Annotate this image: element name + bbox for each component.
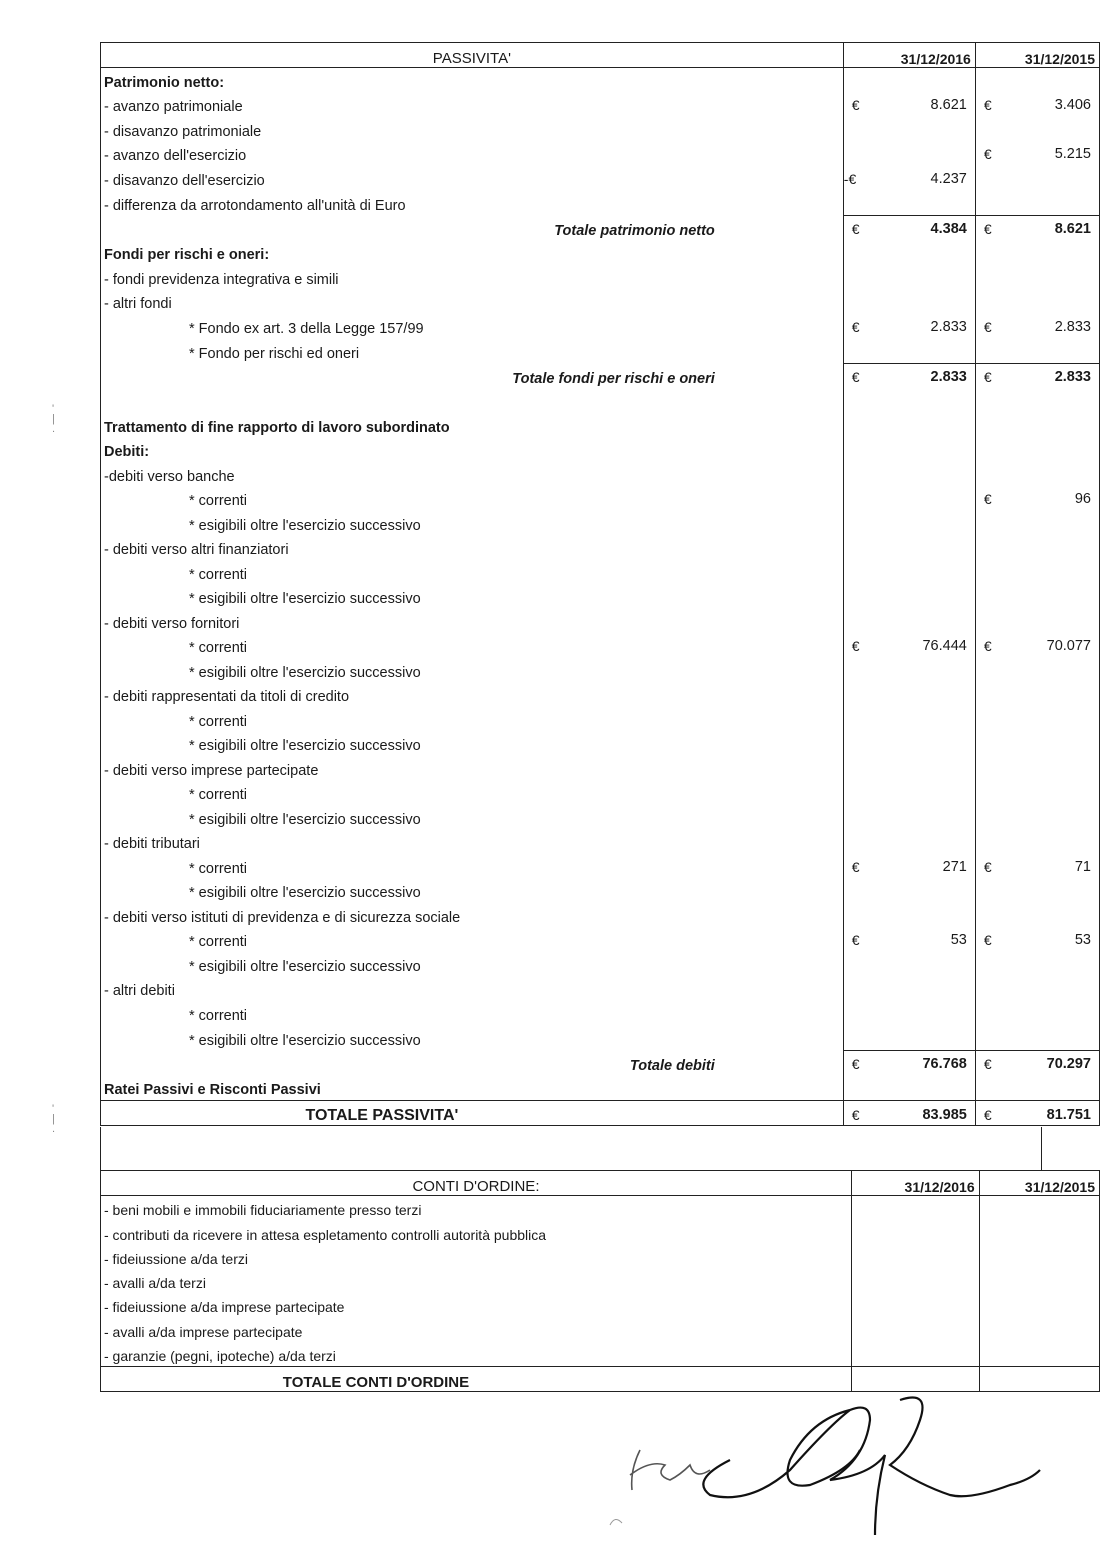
- handwritten-signature: [600, 1380, 1060, 1550]
- amount-2016: [843, 511, 975, 536]
- amount-2015: [975, 511, 1099, 536]
- amount-2015: [979, 1245, 1099, 1269]
- amount-2016: [843, 1026, 975, 1051]
- euro-sign: €: [983, 1107, 992, 1123]
- passivita-row: [101, 487, 1100, 512]
- passivita-row: [101, 609, 1100, 634]
- amount-2015: [975, 93, 1099, 118]
- amount-2015: [975, 487, 1099, 512]
- row-label: - altri debiti: [104, 983, 175, 999]
- amount-2015: [979, 1317, 1099, 1341]
- row-label: - beni mobili e immobili fiduciariamente presso terzi: [104, 1202, 422, 1219]
- amount-2016: [851, 1293, 979, 1317]
- amount-2016: [843, 166, 975, 191]
- row-label: - debiti verso altri finanziatori: [104, 542, 289, 558]
- euro-sign: €: [983, 1055, 992, 1072]
- amount-value: 76.444: [922, 638, 967, 654]
- amount-2016: [843, 364, 975, 389]
- amount-2015: [975, 609, 1099, 634]
- row-label: - disavanzo dell'esercizio: [104, 172, 265, 189]
- passivita-row: [101, 117, 1100, 142]
- amount-2015: [975, 805, 1099, 830]
- passivita-row: [101, 1026, 1100, 1051]
- amount-2016: [843, 93, 975, 118]
- conti-ordine-row: [101, 1220, 1100, 1244]
- passivita-row: [101, 1076, 1100, 1101]
- passivita-row: [101, 191, 1100, 216]
- amount-2015: [975, 339, 1099, 364]
- passivita-row: [101, 854, 1100, 879]
- passivita-title: PASSIVITA': [101, 43, 844, 68]
- conti-ordine-row: [101, 1342, 1100, 1367]
- amount-2015: [975, 732, 1099, 757]
- passivita-row: [101, 536, 1100, 561]
- year-2015-header: 31/12/2015: [979, 1171, 1099, 1196]
- amount-2016: [843, 389, 975, 414]
- row-label: -debiti verso banche: [104, 468, 235, 485]
- euro-sign: €: [983, 638, 992, 654]
- passivita-row: [101, 707, 1100, 732]
- amount-2015: [979, 1196, 1099, 1221]
- conti-ordine-table: [100, 1170, 1100, 1392]
- amount-2015: [975, 117, 1099, 142]
- row-label: * esigibili oltre l'esercizio successivo: [189, 517, 421, 534]
- passivita-row: [101, 560, 1100, 585]
- amount-value: 2.833: [1054, 368, 1091, 385]
- euro-sign: €: [851, 1055, 860, 1072]
- passivita-row: [101, 928, 1100, 953]
- totale-passivita-row: [101, 1101, 1100, 1126]
- row-label: * correnti: [189, 713, 248, 730]
- amount-value: 4.384: [930, 220, 967, 237]
- amount-2016: [843, 609, 975, 634]
- passivita-row: [101, 339, 1100, 364]
- amount-2015: [975, 977, 1099, 1002]
- row-label: - avanzo patrimoniale: [104, 99, 243, 115]
- row-label: * esigibili oltre l'esercizio successivo: [189, 591, 421, 607]
- amount-2015: [975, 683, 1099, 708]
- passivita-row: [101, 830, 1100, 855]
- euro-sign: €: [983, 368, 992, 385]
- scan-mark-bottom: ' | .: [52, 1103, 56, 1135]
- euro-sign: €: [851, 97, 860, 113]
- passivita-row: [101, 952, 1100, 977]
- amount-2015: [975, 781, 1099, 806]
- year-2016-header: 31/12/2016: [851, 1171, 979, 1196]
- amount-2015: [975, 585, 1099, 610]
- amount-2016: [843, 585, 975, 610]
- amount-2015: [979, 1220, 1099, 1244]
- row-label: - fideiussione a/da imprese partecipate: [104, 1299, 345, 1316]
- amount-2016: [843, 241, 975, 266]
- row-label: * esigibili oltre l'esercizio successivo: [189, 811, 421, 828]
- passivita-row: [101, 216, 1100, 241]
- amount-2015: [975, 928, 1099, 953]
- row-label: - debiti verso istituti di previdenza e di sicurezza sociale: [104, 909, 461, 926]
- totale-passivita-2016: [843, 1101, 975, 1126]
- row-label: - debiti rappresentati da titoli di credito: [104, 689, 350, 705]
- row-label: Totale fondi per rischi e oneri: [512, 370, 715, 387]
- conti-ordine-row: [101, 1317, 1100, 1341]
- conti-ordine-body: [101, 1196, 1100, 1367]
- conti-ordine-row: [101, 1269, 1100, 1293]
- conti-ordine-title: CONTI D'ORDINE:: [101, 1171, 852, 1196]
- euro-sign: €: [983, 220, 992, 237]
- amount-value: 53: [1074, 932, 1091, 948]
- passivita-row: [101, 805, 1100, 830]
- passivita-row: [101, 290, 1100, 315]
- amount-2015: [975, 952, 1099, 977]
- row-label: - avalli a/da terzi: [104, 1275, 206, 1292]
- amount-2015: [975, 560, 1099, 585]
- row-label: Totale debiti: [629, 1057, 715, 1074]
- amount-2016: [843, 413, 975, 438]
- passivita-body: [101, 68, 1100, 1101]
- euro-sign: €: [851, 318, 860, 335]
- row-label: Trattamento di fine rapporto di lavoro subordinato: [104, 419, 450, 436]
- amount-2016: [851, 1317, 979, 1341]
- amount-2016: [843, 191, 975, 216]
- amount-2015: [975, 1001, 1099, 1026]
- row-label: - disavanzo patrimoniale: [104, 123, 262, 140]
- amount-2016: [843, 265, 975, 290]
- amount-value: 2.833: [1054, 318, 1091, 335]
- year-2016-header: 31/12/2016: [843, 43, 975, 68]
- passivita-row: [101, 756, 1100, 781]
- amount-2015: [975, 314, 1099, 339]
- amount-2015: [975, 707, 1099, 732]
- amount-value: 96: [1074, 491, 1091, 507]
- row-label: * correnti: [189, 787, 248, 803]
- row-label: * esigibili oltre l'esercizio successivo: [189, 958, 421, 975]
- row-label: Fondi per rischi e oneri:: [104, 247, 270, 263]
- amount-2015: [975, 756, 1099, 781]
- euro-sign: €: [851, 220, 860, 237]
- amount-2015: [975, 290, 1099, 315]
- row-label: [101, 389, 844, 414]
- passivita-row: [101, 585, 1100, 610]
- row-label: * correnti: [189, 566, 248, 583]
- passivita-row: [101, 314, 1100, 339]
- conti-ordine-row: [101, 1196, 1100, 1221]
- amount-2015: [979, 1293, 1099, 1317]
- row-label: - debiti verso imprese partecipate: [104, 762, 319, 779]
- passivita-row: [101, 977, 1100, 1002]
- amount: 83.985: [922, 1107, 967, 1123]
- euro-sign: €: [851, 368, 860, 385]
- amount-2016: [843, 1076, 975, 1101]
- amount-2016: [843, 634, 975, 659]
- amount-2016: [843, 536, 975, 561]
- amount-2016: [843, 952, 975, 977]
- amount-value: 271: [942, 858, 967, 875]
- row-label: * esigibili oltre l'esercizio successivo: [189, 1032, 421, 1049]
- amount-2016: [843, 142, 975, 167]
- amount-2016: [843, 830, 975, 855]
- amount-2016: [843, 805, 975, 830]
- euro-sign: €: [983, 491, 992, 507]
- passivita-row: [101, 1051, 1100, 1076]
- amount-value: 5.215: [1054, 146, 1091, 162]
- amount-2016: [843, 781, 975, 806]
- passivita-row: [101, 166, 1100, 191]
- passivita-table: [100, 42, 1100, 1126]
- amount-2016: [843, 339, 975, 364]
- euro-sign: €: [983, 146, 992, 162]
- amount-2016: [843, 1001, 975, 1026]
- amount-2016: [851, 1196, 979, 1221]
- amount-2016: [843, 879, 975, 904]
- amount-2015: [975, 1076, 1099, 1101]
- amount-2016: [843, 462, 975, 487]
- amount-2016: [843, 68, 975, 93]
- row-label: - fondi previdenza integrativa e simili: [104, 271, 339, 288]
- row-label: * correnti: [189, 1007, 248, 1024]
- euro-sign: €: [851, 932, 860, 948]
- amount-2016: [843, 658, 975, 683]
- passivita-row: [101, 93, 1100, 118]
- row-label: Debiti:: [104, 444, 150, 460]
- amount-2016: [843, 314, 975, 339]
- totale-conti-ordine-label: TOTALE CONTI D'ORDINE: [101, 1367, 852, 1392]
- amount-value: 71: [1074, 858, 1091, 875]
- amount-2016: [843, 854, 975, 879]
- amount-2016: [843, 683, 975, 708]
- amount-value: 4.237: [930, 170, 967, 187]
- row-label: - avalli a/da imprese partecipate: [104, 1323, 303, 1340]
- passivita-row: [101, 658, 1100, 683]
- row-label: * correnti: [189, 860, 248, 877]
- passivita-row: [101, 462, 1100, 487]
- amount-2016: [843, 903, 975, 928]
- row-label: Patrimonio netto:: [104, 74, 225, 91]
- row-label: - altri fondi: [104, 296, 172, 312]
- amount-2015: [975, 462, 1099, 487]
- passivita-row: [101, 781, 1100, 806]
- amount-2015: [975, 68, 1099, 93]
- amount-value: 70.297: [1046, 1055, 1091, 1072]
- passivita-row: [101, 511, 1100, 536]
- amount-2016: [843, 560, 975, 585]
- amount-value: 76.768: [922, 1055, 967, 1072]
- conti-ordine-row: [101, 1293, 1100, 1317]
- amount-2015: [975, 142, 1099, 167]
- totale-passivita-label: TOTALE PASSIVITA': [101, 1101, 844, 1126]
- amount-2015: [975, 241, 1099, 266]
- amount-2015: [975, 216, 1099, 241]
- row-label: * correnti: [189, 640, 248, 656]
- amount-2016: [843, 707, 975, 732]
- amount-2015: [975, 634, 1099, 659]
- passivita-row: [101, 413, 1100, 438]
- passivita-row: [101, 1001, 1100, 1026]
- euro-sign: €: [851, 638, 860, 654]
- row-label: - differenza da arrotondamento all'unità di Euro: [104, 197, 406, 214]
- totale-passivita-2015: [975, 1101, 1099, 1126]
- amount-value: 8.621: [930, 97, 967, 113]
- conti-ordine-row: [101, 1245, 1100, 1269]
- amount-2016: [851, 1342, 979, 1367]
- amount-2016: [843, 928, 975, 953]
- row-label: - debiti tributari: [104, 836, 200, 852]
- amount-2016: [843, 487, 975, 512]
- passivita-row: [101, 903, 1100, 928]
- row-label: - garanzie (pegni, ipoteche) a/da terzi: [104, 1348, 336, 1365]
- row-label: * correnti: [189, 493, 248, 509]
- passivita-row: [101, 438, 1100, 463]
- amount-2015: [975, 364, 1099, 389]
- euro-sign: €: [851, 1107, 860, 1123]
- row-label: * correnti: [189, 934, 248, 950]
- amount-2016: [851, 1220, 979, 1244]
- amount-2016: [843, 977, 975, 1002]
- amount-value: 8.621: [1054, 220, 1091, 237]
- euro-sign: €: [851, 858, 860, 875]
- passivita-row: [101, 265, 1100, 290]
- row-label: * Fondo ex art. 3 della Legge 157/99: [189, 320, 424, 337]
- amount-2016: [843, 216, 975, 241]
- euro-sign: €: [983, 858, 992, 875]
- amount-2016: [843, 438, 975, 463]
- euro-sign: €: [983, 932, 992, 948]
- passivita-header-row: [101, 43, 1100, 68]
- amount-value: 53: [950, 932, 967, 948]
- amount-2015: [979, 1342, 1099, 1367]
- amount: 81.751: [1046, 1107, 1091, 1123]
- amount-value: 70.077: [1046, 638, 1091, 654]
- amount-2016: [851, 1245, 979, 1269]
- amount-2015: [975, 658, 1099, 683]
- amount-2015: [975, 1051, 1099, 1076]
- amount-2016: [851, 1269, 979, 1293]
- amount-2015: [975, 854, 1099, 879]
- amount-2015: [975, 413, 1099, 438]
- amount-2015: [975, 438, 1099, 463]
- amount-2016: [843, 1051, 975, 1076]
- row-label: Ratei Passivi e Risconti Passivi: [104, 1082, 321, 1098]
- row-label: - contributi da ricevere in attesa espletamento controlli autorità pubblica: [104, 1226, 547, 1243]
- amount-2016: [843, 117, 975, 142]
- amount-2015: [975, 191, 1099, 216]
- spacer-box: [100, 1127, 1042, 1170]
- amount-2016: [843, 756, 975, 781]
- passivita-row: [101, 364, 1100, 389]
- amount-2015: [975, 166, 1099, 191]
- passivita-row: [101, 241, 1100, 266]
- row-label: Totale patrimonio netto: [554, 222, 715, 239]
- amount-2016: [843, 290, 975, 315]
- amount-2016: [843, 732, 975, 757]
- conti-ordine-header-row: [101, 1171, 1100, 1196]
- passivita-row: [101, 879, 1100, 904]
- amount-value: 2.833: [930, 318, 967, 335]
- row-label: - debiti verso fornitori: [104, 615, 240, 632]
- amount-value: 3.406: [1054, 97, 1091, 113]
- amount-2015: [975, 830, 1099, 855]
- passivita-row: [101, 634, 1100, 659]
- row-label: * esigibili oltre l'esercizio successivo: [189, 885, 421, 901]
- euro-sign: €: [983, 318, 992, 335]
- passivita-row: [101, 389, 1100, 414]
- amount-2015: [975, 1026, 1099, 1051]
- passivita-row: [101, 142, 1100, 167]
- passivita-row: [101, 732, 1100, 757]
- passivita-row: [101, 68, 1100, 93]
- euro-sign: €: [983, 97, 992, 113]
- amount-2015: [975, 903, 1099, 928]
- row-label: * esigibili oltre l'esercizio successivo: [189, 738, 421, 754]
- amount-2015: [975, 536, 1099, 561]
- euro-sign: -€: [843, 170, 857, 187]
- row-label: - avanzo dell'esercizio: [104, 148, 247, 164]
- amount-2015: [975, 879, 1099, 904]
- amount-2015: [979, 1269, 1099, 1293]
- passivita-row: [101, 683, 1100, 708]
- scan-mark-top: ' | .: [52, 403, 56, 435]
- row-label: - fideiussione a/da terzi: [104, 1250, 248, 1267]
- year-2015-header: 31/12/2015: [975, 43, 1099, 68]
- row-label: * esigibili oltre l'esercizio successivo: [189, 664, 421, 681]
- amount-2015: [975, 389, 1099, 414]
- row-label: * Fondo per rischi ed oneri: [189, 345, 360, 362]
- amount-2015: [975, 265, 1099, 290]
- amount-value: 2.833: [930, 368, 967, 385]
